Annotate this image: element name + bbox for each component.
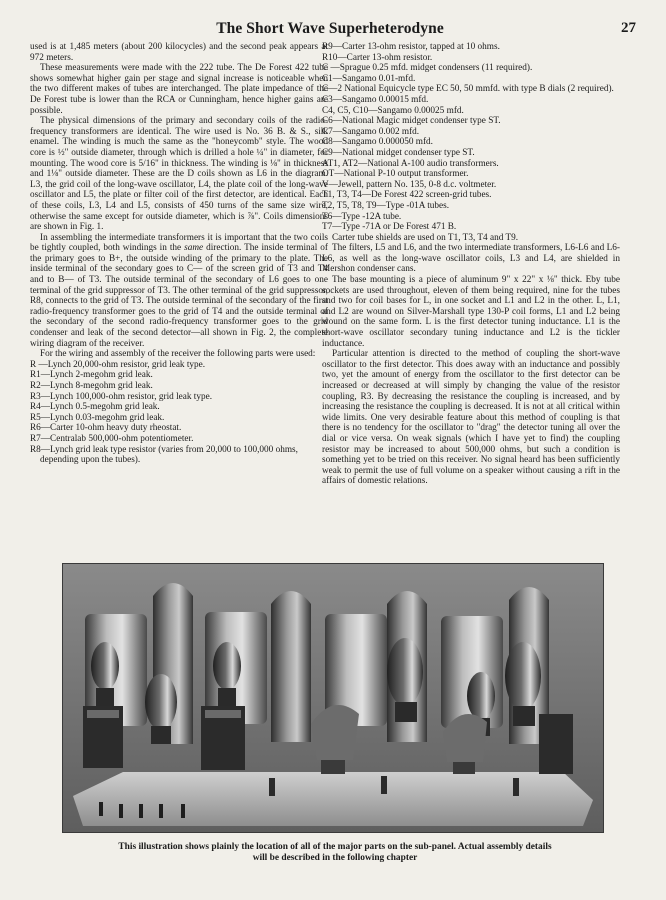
- list-item: T1, T3, T4—De Forest 422 screen-grid tubes.: [322, 190, 492, 201]
- paragraph: The physical dimensions of the primary and secondary coils of the radio-frequency transformers are identical. The wire used is No. 36 B. & S., silk enamel. The winding is much the same as the "honeycomb" style. The wood core is ½" outside diameter, through which is drilled a hole ¼" in diameter, for mounting. The wood core is 5/16" in thickness. The winding is ⅛" in thickness and 1⅛" outside diameter. These are the D coils shown as L6 in the diagram. L3, the grid coil of the long-wave oscillator, L4, the plate coil of the long-wave oscillator and L5, the plate or filter coil of the first detector, are identical. Each of these coils, L3, L4 and L5, consists of 450 turns of the same size wire, otherwise the same except for outside diameter, which is ⅞". Coils dimensions are shown in Fig. 1.: [30, 116, 328, 233]
- list-item: AT1, AT2—National A-100 audio transformers.: [322, 158, 499, 169]
- right-column: [322, 42, 620, 487]
- list-item: R2—Lynch 8-megohm grid leak.: [30, 381, 153, 391]
- list-item: C —Sprague 0.25 mfd. midget condensers (11 required).: [322, 63, 533, 74]
- list-item: R7—Centralab 500,000-ohm potentiometer.: [30, 433, 194, 444]
- list-item: C1—Sangamo 0.01-mfd.: [322, 73, 416, 84]
- paragraph: The base mounting is a piece of aluminum 9" x 22" x ⅛" thick. Eby tube sockets are used throughout, eleven of them being required, nine for the tubes and two for coil bases for L, in one socket and L1 and L2 in the other. L, L1, and L2 are wound on Silver-Marshall type 130-P coil forms, L1 and L2 being wound on the same form. L is the first detector tuning inductance. L1 is the short-wave oscillator secondary tuning inductance and L2 is the tickler inductance.: [322, 275, 620, 349]
- list-item: R —Lynch 20,000-ohm resistor, grid leak type.: [30, 359, 206, 370]
- list-item: R8—Lynch grid leak type resistor (varies from 20,000 to 100,000 ohms, depending upon the tubes).: [30, 444, 298, 466]
- receiver-photo-drawing: [63, 564, 603, 832]
- receiver-photograph: [62, 563, 604, 833]
- figure-caption: [40, 842, 630, 864]
- list-item: T6—Type -12A tube.: [322, 211, 402, 222]
- list-item: R1—Lynch 2-megohm grid leak.: [30, 370, 153, 381]
- paragraph: These measurements were made with the 222 tube. The De Forest 422 tube shows somewhat higher gain per stage and signal increase is noticeable when the two different makes of tubes are interchanged. The plate impedance of the De Forest tube is lower than the RCA or Cunningham, hence higher gains are possible.: [30, 63, 328, 116]
- text-run: direction. The inside terminal of the primary goes to B+, the outside winding of the primary to the plate. The inside terminal of the secondary goes to C— of the screen grid of T3 and T4 and to B— of T3. The outside terminal of the secondary of L6 goes to one terminal of the grid suppressor of T3. The other terminal of the grid suppressor, R8, connects to the grid of T3. The outside terminal of the secondary of the first radio-frequency transformer goes to the grid of T4 and the outside terminal of the secondary of the second radio-frequency transformer goes to the grid condenser and leak of the second detector—all shown in Fig. 2, the complete wiring diagram of the receiver.: [30, 243, 329, 349]
- paragraph: Carter tube shields are used on T1, T3, T4 and T9.: [332, 232, 519, 243]
- emphasis-text: same: [184, 243, 204, 254]
- parts-list: [322, 42, 620, 233]
- list-item: V—Jewell, pattern No. 135, 0-8 d.c. voltmeter.: [322, 179, 497, 190]
- paragraph: [30, 233, 328, 350]
- list-item: R9—Carter 13-ohm resistor, tapped at 10 ohms.: [322, 42, 500, 52]
- page-header: [24, 20, 636, 40]
- list-item: R6—Carter 10-ohm heavy duty rheostat.: [30, 423, 182, 434]
- list-item: R5—Lynch 0.03-megohm grid leak.: [30, 412, 165, 423]
- list-item: T7—Type -71A or De Forest 471 B.: [322, 222, 457, 233]
- list-item: C8—Sangamo 0.000050 mfd.: [322, 137, 433, 148]
- caption-line: This illustration shows plainly the location of all of the major parts on the sub-panel. Actual assembly details: [118, 842, 552, 852]
- header-title: The Short Wave Superheterodyne: [216, 20, 444, 37]
- list-item: C4, C5, C10—Sangamo 0.00025 mfd.: [322, 105, 464, 116]
- list-item: C7—Sangamo 0.002 mfd.: [322, 126, 420, 137]
- paragraph: For the wiring and assembly of the receiver the following parts were used:: [40, 349, 316, 360]
- paragraph: The filters, L5 and L6, and the two intermediate transformers, L6-L6 and L6-L6, as well as the long-wave oscillator coils, L3 and L4, are shielded in Mershon condenser cans.: [322, 243, 620, 275]
- parts-list: [30, 360, 328, 466]
- list-item: R4—Lynch 0.5-megohm grid leak.: [30, 402, 160, 413]
- paragraph: used is at 1,485 meters (about 200 kilocycles) and the second peak appears at 972 meters.: [30, 42, 328, 63]
- page-number: 27: [621, 20, 636, 36]
- list-item: OT—National P-10 output transformer.: [322, 169, 469, 180]
- list-item: T2, T5, T8, T9—Type -01A tubes.: [322, 200, 450, 211]
- text-run: In assembling the intermediate transformers it is important that the two coils be tightly coupled, both windings in the: [30, 232, 328, 254]
- caption-line: will be described in the following chapter: [252, 853, 418, 863]
- list-item: R3—Lynch 100,000-ohm resistor, grid leak type.: [30, 391, 213, 402]
- list-item: C—2 National Equicycle type EC 50, 50 mmfd. with type B dials (2 required).: [322, 84, 614, 95]
- left-column: [30, 42, 328, 466]
- list-item: C3—Sangamo 0.00015 mfd.: [322, 94, 429, 105]
- paragraph: Particular attention is directed to the method of coupling the short-wave oscillator to the first detector. This does away with an inductance and possibly two, yet the amount of energy from the oscillator to the first detector can be increased or decreased at will simply by changing the value of the resistor coupling, R3. By decreasing the resistance the coupling is increased, and by increasing the resistance the coupling is decreased. It is not at all critical within wide limits. One very desirable feature about this method of coupling is that there is no tendency for the oscillator to "drag" the detector tuning all over the dial or vice versa. On weak signals (which I have yet to find) the coupling resistor may be increased to about 500,000 ohms, but such a condition is something yet to be tried on this receiver. No signal heard has been sufficiently weak to permit the use of full volume on a speaker without causing a rift in the affairs of domestic relations.: [322, 349, 620, 487]
- list-item: C9—National midget condenser type ST.: [322, 147, 475, 158]
- list-item: R10—Carter 13-ohm resistor.: [322, 52, 433, 63]
- list-item: C6—National Magic midget condenser type ST.: [322, 116, 501, 127]
